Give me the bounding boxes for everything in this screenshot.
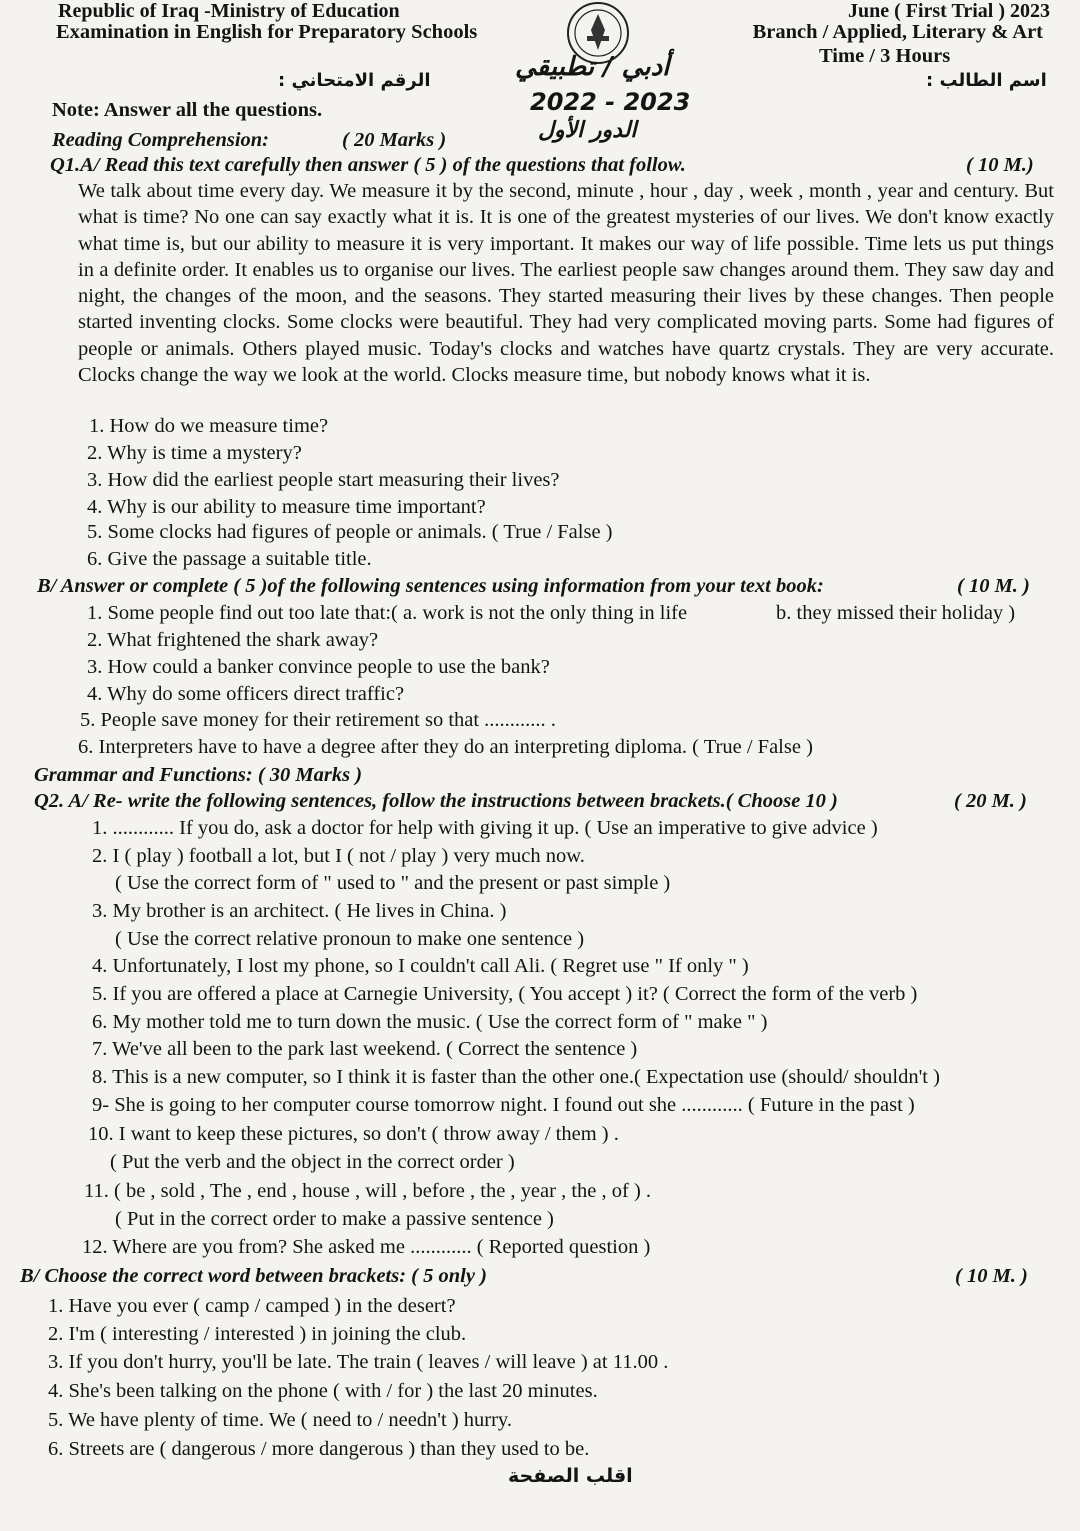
q1b-marks: ( 10 M. ) <box>957 575 1030 597</box>
q2a-marks: ( 20 M. ) <box>954 790 1027 812</box>
q2b-title: B/ Choose the correct word between brackets: ( 5 only ) <box>20 1265 487 1287</box>
q1b-title: B/ Answer or complete ( 5 )of the following sentences using information from your text book: <box>37 575 824 597</box>
reading-passage: We talk about time every day. We measure it by the second, minute , hour , day , week , month , year and century. But what is time? No one can say exactly what it is. It is one of the greatest mysteries of our lives. We don't know exactly what time is, but our ability to measure it is very important. It makes our way of life possible. Time lets us put things in a definite order. It enables us to organise our lives. The earliest people saw changes around them. They saw day and night, the changes of the moon, and the seasons. They started measuring their lives by these changes. Then people started inventing clocks. Some clocks were beautiful. They had very complicated moving parts. Some had figures of people or animals. Others played music. Today's clocks and watches have quartz crystals. They are very accurate. Clocks change the way we look at the world. Clocks measure time, but nobody knows what it is. <box>78 180 1054 387</box>
question-item: 11. ( be , sold , The , end , house , will , before , the , year , the , of ) . <box>84 1180 652 1202</box>
question-item: 5. We have plenty of time. We ( need to / needn't ) hurry. <box>48 1409 512 1431</box>
exam-title: Examination in English for Preparatory Schools <box>56 21 478 43</box>
question-instruction: ( Use the correct relative pronoun to make one sentence ) <box>115 928 585 950</box>
question-instruction: ( Put the verb and the object in the correct order ) <box>110 1151 515 1173</box>
exam-number-label: الرقم الامتحاني : <box>278 70 431 91</box>
question-item: 3. How did the earliest people start measuring their lives? <box>87 469 560 491</box>
turn-page-note: اقلب الصفحة <box>508 1465 633 1487</box>
exam-time: Time / 3 Hours <box>819 45 951 67</box>
grammar-section-title: Grammar and Functions: ( 30 Marks ) <box>34 764 363 786</box>
question-item: 9- She is going to her computer course tomorrow night. I found out she ............ ( Future in the past ) <box>92 1094 915 1116</box>
question-item: 1. ............ If you do, ask a doctor for help with giving it up. ( Use an imperative to give advice ) <box>92 817 878 839</box>
student-name-label: اسم الطالب : <box>926 70 1047 91</box>
question-item: 6. My mother told me to turn down the music. ( Use the correct form of " make " ) <box>92 1011 768 1033</box>
exam-date: June ( First Trial ) 2023 <box>847 0 1050 22</box>
question-item: 7. We've all been to the park last weekend. ( Correct the sentence ) <box>92 1038 638 1060</box>
handwritten-round: الدور الأول <box>538 118 637 143</box>
question-item: 5. Some clocks had figures of people or animals. ( True / False ) <box>87 521 613 543</box>
question-instruction: ( Put in the correct order to make a passive sentence ) <box>115 1208 554 1230</box>
question-option: b. they missed their holiday ) <box>776 602 1016 624</box>
question-item: 6. Interpreters have to have a degree after they do an interpreting diploma. ( True / False ) <box>78 736 813 758</box>
question-item: 1. Have you ever ( camp / camped ) in the desert? <box>48 1295 456 1317</box>
reading-section-title: Reading Comprehension: <box>52 129 269 151</box>
ministry-header: Republic of Iraq -Ministry of Education <box>58 0 400 22</box>
question-item: 2. I ( play ) football a lot, but I ( not / play ) very much now. <box>92 845 585 867</box>
question-item: 4. Why do some officers direct traffic? <box>87 683 405 705</box>
question-item: 8. This is a new computer, so I think it is faster than the other one.( Expectation use (should/ shouldn't ) <box>92 1066 940 1088</box>
reading-section-marks: ( 20 Marks ) <box>342 129 447 151</box>
question-item: 4. Why is our ability to measure time important? <box>87 496 486 518</box>
question-item: 2. What frightened the shark away? <box>87 629 379 651</box>
q2b-marks: ( 10 M. ) <box>955 1265 1028 1287</box>
question-item: 10. I want to keep these pictures, so don't ( throw away / them ) . <box>88 1123 619 1145</box>
question-item: 2. I'm ( interesting / interested ) in joining the club. <box>48 1323 467 1345</box>
question-item: 5. If you are offered a place at Carnegie University, ( You accept ) it? ( Correct the form of the verb ) <box>92 983 918 1005</box>
question-item: 5. People save money for their retirement so that ............ . <box>80 709 556 731</box>
question-item: 1. How do we measure time? <box>89 415 329 437</box>
question-item: 3. My brother is an architect. ( He lives in China. ) <box>92 900 507 922</box>
question-item: 3. If you don't hurry, you'll be late. The train ( leaves / will leave ) at 11.00 . <box>48 1351 669 1373</box>
q1a-marks: ( 10 M.) <box>966 154 1034 176</box>
question-item: 4. Unfortunately, I lost my phone, so I couldn't call Ali. ( Regret use " If only " ) <box>92 955 749 977</box>
handwritten-year: 2022 - 2023 <box>530 88 691 116</box>
q2a-title: Q2. A/ Re- write the following sentences, follow the instructions between brackets.( Choose 10 ) <box>34 790 838 812</box>
note-instruction: Note: Answer all the questions. <box>52 99 323 121</box>
handwritten-branch: أدبي / تطبيقي <box>515 52 670 82</box>
question-item: 1. Some people find out too late that:( a. work is not the only thing in life <box>87 602 688 624</box>
question-item: 12. Where are you from? She asked me ............ ( Reported question ) <box>82 1236 651 1258</box>
question-item: 2. Why is time a mystery? <box>87 442 302 464</box>
q1a-title: Q1.A/ Read this text carefully then answer ( 5 ) of the questions that follow. <box>50 154 686 176</box>
question-item: 6. Streets are ( dangerous / more dangerous ) than they used to be. <box>48 1438 590 1460</box>
question-instruction: ( Use the correct form of " used to " and the present or past simple ) <box>115 872 671 894</box>
exam-branch: Branch / Applied, Literary & Art <box>752 21 1043 43</box>
question-item: 6. Give the passage a suitable title. <box>87 548 372 570</box>
question-item: 3. How could a banker convince people to use the bank? <box>87 656 550 678</box>
question-item: 4. She's been talking on the phone ( with / for ) the last 20 minutes. <box>48 1380 598 1402</box>
